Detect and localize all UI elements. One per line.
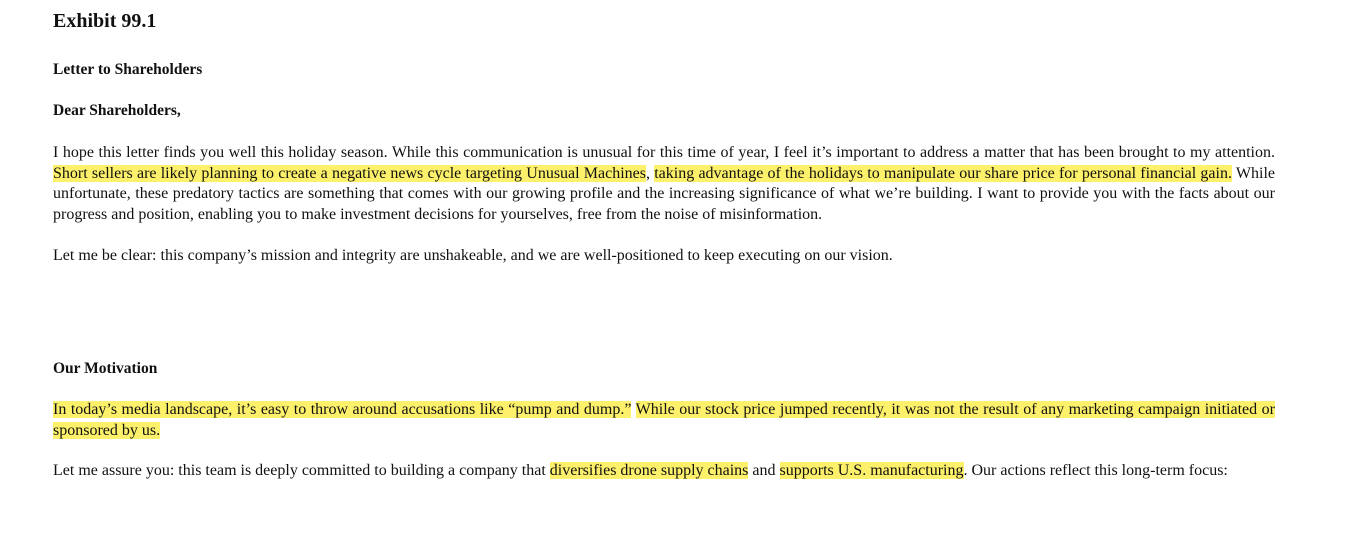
media-highlight-stock-price: While our stock price jumped recently, it was not the result of any marketing campaign initiated or sponsored by us. — [53, 401, 1275, 439]
intro-text-2: , — [646, 164, 655, 182]
assurance-text-1: Let me assure you: this team is deeply committed to building a company that — [53, 462, 550, 479]
media-highlight-accusations: In today’s media landscape, it’s easy to throw around accusations like “pump and dump.” — [53, 401, 632, 418]
intro-highlight-manipulation: taking advantage of the holidays to manipulate our share price for personal financial gain. — [654, 164, 1232, 182]
intro-paragraph — [53, 143, 1275, 225]
assurance-highlight-manufacturing: supports U.S. manufacturing — [779, 462, 964, 479]
intro-text-1: I hope this letter finds you well this holiday season. While this communication is unusual for this time of year, I feel it’s important to address a matter that has been brought to my attention. — [53, 144, 1275, 161]
letter-title: Letter to Shareholders — [53, 61, 203, 78]
assurance-highlight-supply-chains: diversifies drone supply chains — [549, 462, 749, 479]
intro-highlight-short-sellers: Short sellers are likely planning to create a negative news cycle targeting Unusual Machines — [53, 164, 647, 182]
media-paragraph — [53, 400, 1275, 441]
assurance-paragraph — [53, 461, 1275, 482]
clarity-paragraph: Let me be clear: this company’s mission and integrity are unshakeable, and we are well-positioned to keep executing on our vision. — [53, 247, 893, 264]
exhibit-title: Exhibit 99.1 — [53, 10, 157, 32]
intro-text-3: While unfortunate, these predatory tactics are something that comes with our growing profile and the increasing significance of what we’re building. I want to provide you with the facts about our progress and position, enabling you to make investment decisions for yourselves, free from the noise of misinformation. — [53, 164, 1276, 223]
assurance-text-3: . Our actions reflect this long-term focus: — [963, 462, 1228, 479]
motivation-heading: Our Motivation — [53, 360, 158, 377]
salutation: Dear Shareholders, — [53, 102, 181, 119]
assurance-text-2: and — [748, 462, 780, 479]
